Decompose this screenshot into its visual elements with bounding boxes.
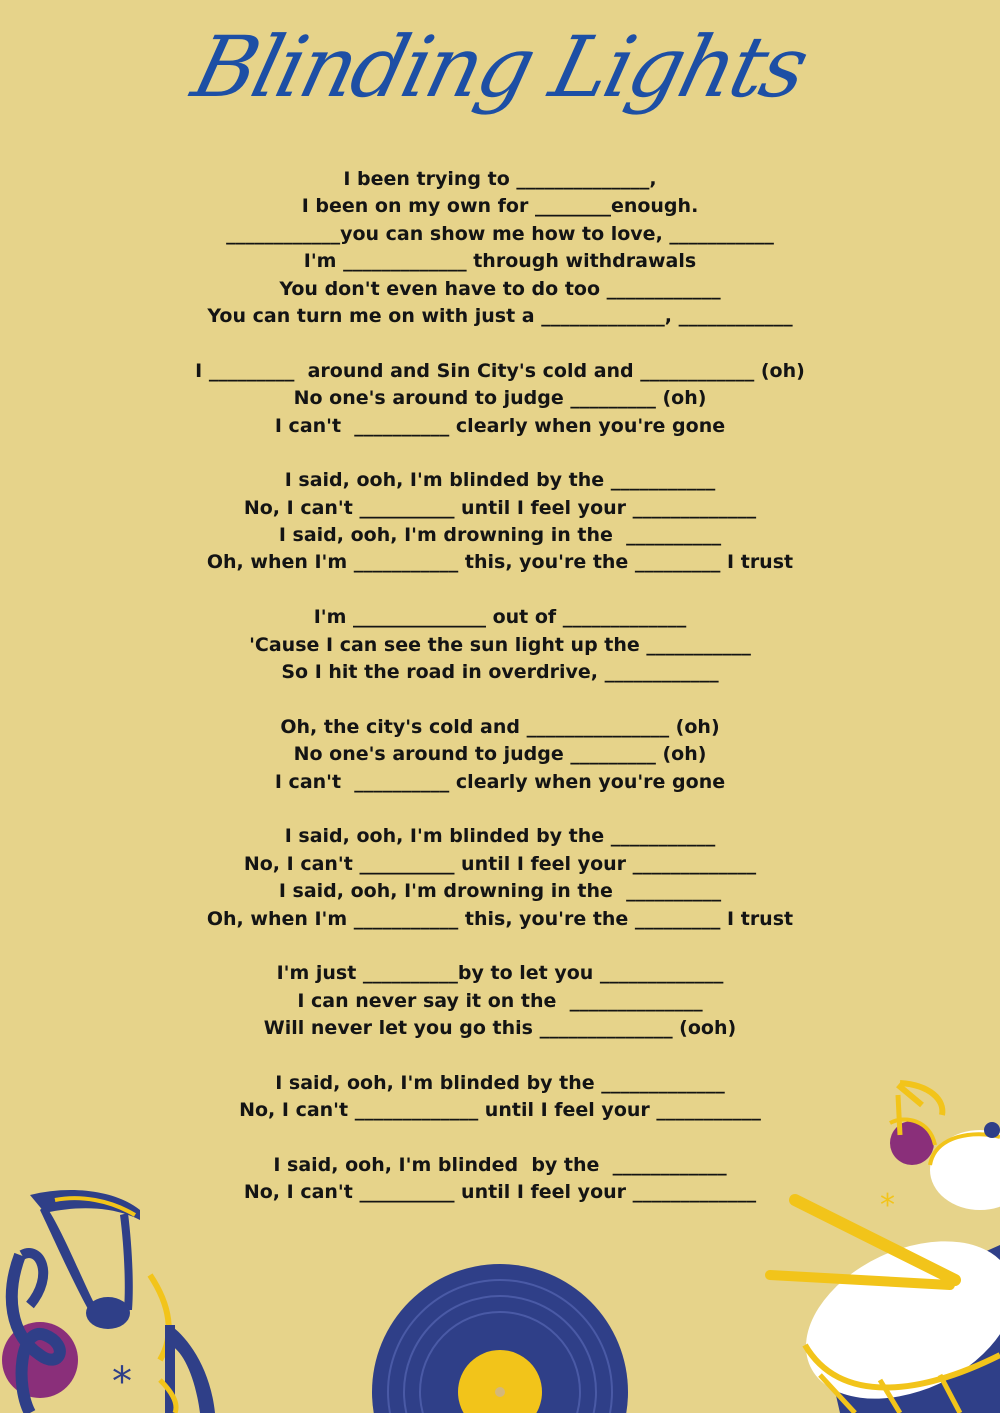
lyric-line: ____________you can show me how to love, ___________ <box>226 222 774 245</box>
stanza-gap <box>0 1043 1000 1070</box>
lyric-line: Oh, the city's cold and _______________ (oh) <box>280 715 720 738</box>
lyrics-block <box>0 166 1000 1207</box>
lyric-line: I'm just __________by to let you _____________ <box>276 962 724 985</box>
lyric-line: No, I can't __________ until I feel your _____________ <box>243 1181 757 1204</box>
lyric-line: I been trying to ______________, <box>343 168 657 190</box>
lyric-line: You don't even have to do too ____________ <box>279 277 721 300</box>
lyric-line: I can't __________ clearly when you're gone <box>274 770 726 793</box>
lyric-line: No, I can't _____________ until I feel your ___________ <box>239 1099 761 1122</box>
lyric-line: I said, ooh, I'm blinded by the ___________ <box>284 825 716 848</box>
lyric-line: I said, ooh, I'm drowning in the __________ <box>278 524 722 547</box>
music-notes-illustration <box>0 1185 230 1413</box>
svg-text:*: * <box>880 1188 895 1223</box>
lyric-line: No one's around to judge _________ (oh) <box>293 743 707 766</box>
lyric-line: I can't __________ clearly when you're gone <box>274 414 726 437</box>
lyric-line: I'm ______________ out of _____________ <box>313 606 687 629</box>
lyric-line: I _________ around and Sin City's cold and ____________ (oh) <box>195 359 805 382</box>
stanza-gap <box>0 577 1000 604</box>
vinyl-record-illustration <box>370 1262 630 1413</box>
stanza-gap <box>0 796 1000 823</box>
stanza-gap <box>0 933 1000 960</box>
lyric-line: I said, ooh, I'm drowning in the __________ <box>278 880 722 903</box>
lyric-line: So I hit the road in overdrive, ____________ <box>281 661 719 684</box>
lyric-line: I said, ooh, I'm blinded by the ____________ <box>273 1154 727 1177</box>
lyric-line: You can turn me on with just a _____________, ____________ <box>207 304 793 327</box>
lyric-line: 'Cause I can see the sun light up the ___________ <box>249 633 751 656</box>
lyric-line: Will never let you go this ______________ (ooh) <box>263 1017 737 1040</box>
svg-text:*: * <box>112 1359 132 1405</box>
lyric-line: No one's around to judge _________ (oh) <box>293 387 707 410</box>
lyric-line: No, I can't __________ until I feel your _____________ <box>243 852 757 875</box>
stanza-gap <box>0 440 1000 467</box>
lyric-line: I'm _____________ through withdrawals <box>303 250 697 273</box>
lyric-line: Oh, when I'm ___________ this, you're the _________ I trust <box>206 907 794 930</box>
lyric-line: I been on my own for ________enough. <box>301 195 699 218</box>
title-text: Blinding Lights <box>184 18 816 116</box>
lyric-line: I said, ooh, I'm blinded by the _____________ <box>275 1071 725 1094</box>
lyric-line: I can never say it on the ______________ <box>297 989 703 1012</box>
lyric-line: I said, ooh, I'm blinded by the ___________ <box>284 469 716 492</box>
lyric-line: Oh, when I'm ___________ this, you're the _________ I trust <box>206 551 794 574</box>
worksheet-title <box>0 12 1000 122</box>
stanza-gap <box>0 686 1000 713</box>
stanza-gap <box>0 330 1000 357</box>
drum-illustration <box>760 1075 1000 1413</box>
lyric-line: No, I can't __________ until I feel your _____________ <box>243 496 757 519</box>
